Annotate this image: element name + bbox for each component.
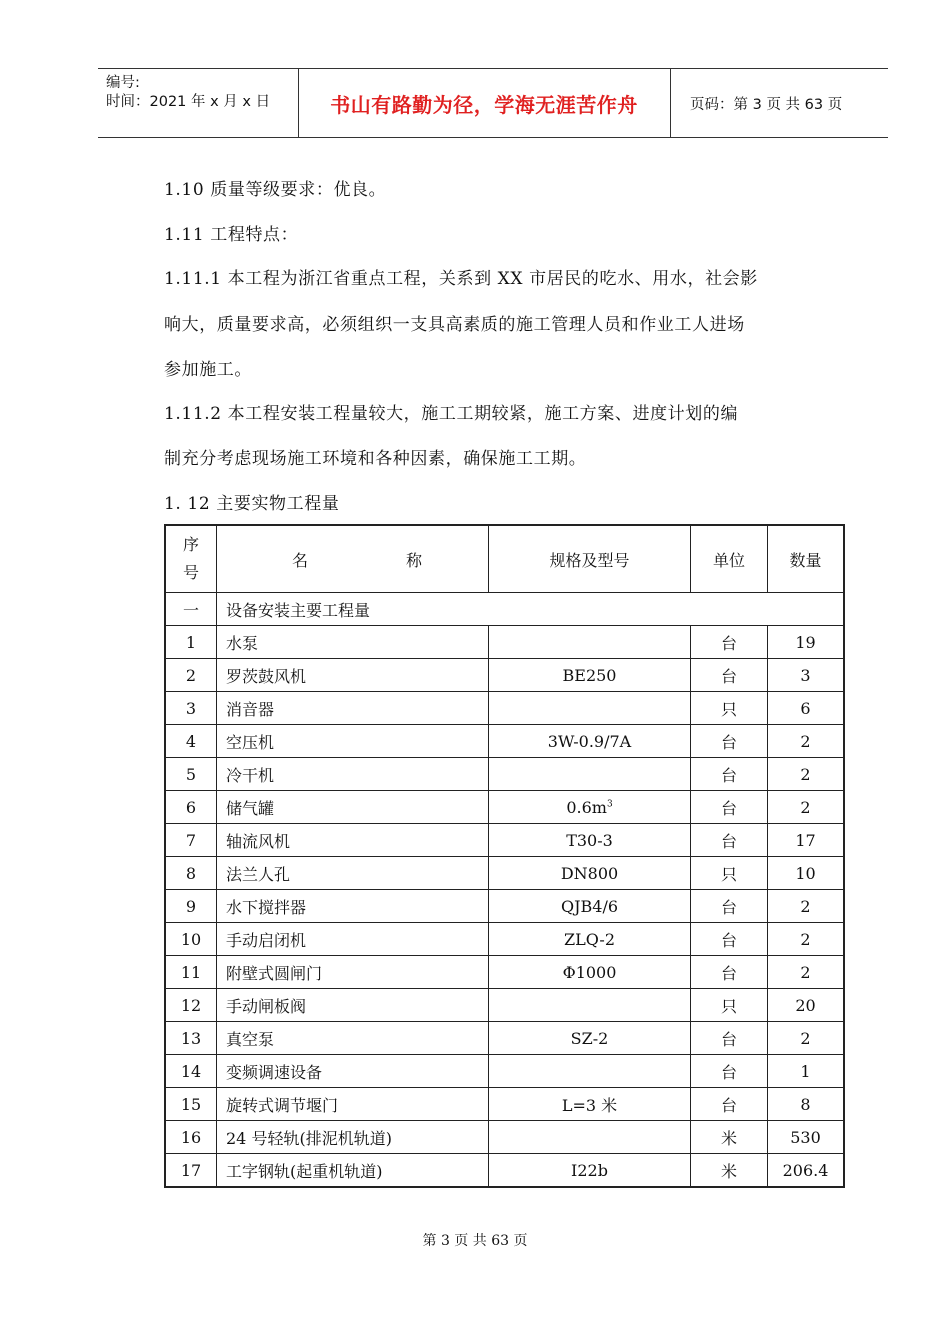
row-number: 8: [165, 857, 217, 890]
table-row: [165, 1088, 844, 1121]
paragraph-feature-2-line1: 1.11.2 本工程安装工程量较大，施工工期较紧，施工方案、进度计划的编: [164, 404, 739, 424]
header-seq: [165, 525, 217, 593]
paragraph-feature-1-line1: 1.11.1 本工程为浙江省重点工程，关系到 XX 市居民的吃水、用水，社会影: [164, 269, 758, 289]
page-footer: 第 3 页 共 63 页: [422, 1233, 528, 1249]
table-row: [165, 890, 844, 923]
row-unit: 台: [691, 659, 768, 692]
row-name: 手动闸板阀: [217, 989, 489, 1022]
row-number: 14: [165, 1055, 217, 1088]
row-spec: I22b: [489, 1154, 691, 1188]
row-name: 附壁式圆闸门: [217, 956, 489, 989]
row-name: 手动启闭机: [217, 923, 489, 956]
document-number-label: 编号:: [106, 75, 140, 91]
row-quantity: 2: [768, 791, 845, 824]
row-spec: Φ1000: [489, 956, 691, 989]
header-unit: 单位: [691, 525, 768, 593]
header-seq-line1: 序: [182, 535, 199, 554]
row-quantity: 19: [768, 626, 845, 659]
header-meta: [98, 69, 298, 137]
row-spec: [489, 692, 691, 725]
table-row: [165, 1055, 844, 1088]
row-number: 12: [165, 989, 217, 1022]
row-name: 真空泵: [217, 1022, 489, 1055]
quantities-table: [164, 524, 845, 1188]
row-unit: 只: [691, 857, 768, 890]
row-unit: 台: [691, 725, 768, 758]
table-row: [165, 626, 844, 659]
header-page-info: [680, 69, 888, 137]
row-quantity: 2: [768, 1022, 845, 1055]
row-name: 变频调速设备: [217, 1055, 489, 1088]
table-row: [165, 725, 844, 758]
header-motto: 书山有路勤为径，学海无涯苦作舟: [330, 92, 638, 117]
paragraph-feature-1-line2: 响大，质量要求高，必须组织一支具高素质的施工管理人员和作业工人进场: [164, 315, 745, 335]
row-spec: QJB4/6: [489, 890, 691, 923]
row-spec: 3W-0.9/7A: [489, 725, 691, 758]
row-quantity: 2: [768, 725, 845, 758]
row-spec: [489, 989, 691, 1022]
row-spec: ZLQ-2: [489, 923, 691, 956]
document-date: 时间：2021 年 x 月 x 日: [106, 94, 271, 110]
paragraph-feature-1-line3: 参加施工。: [164, 360, 252, 380]
row-spec: [489, 758, 691, 791]
row-quantity: 530: [768, 1121, 845, 1154]
row-number: 3: [165, 692, 217, 725]
table-row: [165, 692, 844, 725]
row-quantity: 20: [768, 989, 845, 1022]
header-name-part1: 名: [292, 550, 309, 570]
row-name: 冷干机: [217, 758, 489, 791]
table-row: [165, 923, 844, 956]
row-unit: 台: [691, 791, 768, 824]
row-number: 16: [165, 1121, 217, 1154]
row-number: 17: [165, 1154, 217, 1188]
row-unit: 台: [691, 890, 768, 923]
header-qty: 数量: [768, 525, 845, 593]
row-unit: 台: [691, 923, 768, 956]
table-row: [165, 1154, 844, 1188]
table-row: [165, 956, 844, 989]
row-number: 15: [165, 1088, 217, 1121]
row-quantity: 3: [768, 659, 845, 692]
row-number: 7: [165, 824, 217, 857]
row-quantity: 2: [768, 956, 845, 989]
row-unit: 台: [691, 956, 768, 989]
page-header: [98, 68, 888, 138]
header-spec: 规格及型号: [489, 525, 691, 593]
row-unit: 台: [691, 1055, 768, 1088]
row-unit: 只: [691, 989, 768, 1022]
table-row: [165, 659, 844, 692]
row-unit: 台: [691, 626, 768, 659]
row-number: 1: [165, 626, 217, 659]
table-row: [165, 791, 844, 824]
row-number: 11: [165, 956, 217, 989]
row-spec: SZ-2: [489, 1022, 691, 1055]
row-number: 2: [165, 659, 217, 692]
paragraph-features-heading: 1.11 工程特点：: [164, 225, 299, 245]
table-row: [165, 824, 844, 857]
row-quantity: 8: [768, 1088, 845, 1121]
row-number: 6: [165, 791, 217, 824]
row-name: 法兰人孔: [217, 857, 489, 890]
row-name: 水下搅拌器: [217, 890, 489, 923]
table-row: [165, 989, 844, 1022]
row-spec: BE250: [489, 659, 691, 692]
row-unit: 台: [691, 1022, 768, 1055]
row-name: 空压机: [217, 725, 489, 758]
section-index: 一: [165, 593, 217, 626]
row-unit: 台: [691, 824, 768, 857]
row-quantity: 1: [768, 1055, 845, 1088]
header-seq-line2: 号: [182, 563, 199, 582]
row-quantity: 206.4: [768, 1154, 845, 1188]
row-quantity: 10: [768, 857, 845, 890]
row-number: 5: [165, 758, 217, 791]
row-spec: [489, 1055, 691, 1088]
row-number: 9: [165, 890, 217, 923]
row-name: 工字钢轨(起重机轨道): [217, 1154, 489, 1188]
row-spec: [489, 1121, 691, 1154]
row-quantity: 17: [768, 824, 845, 857]
row-spec: $0.6m^3$: [489, 791, 691, 824]
row-quantity: 2: [768, 890, 845, 923]
row-name: 储气罐: [217, 791, 489, 824]
row-name: 水泵: [217, 626, 489, 659]
row-number: 10: [165, 923, 217, 956]
row-name: 罗茨鼓风机: [217, 659, 489, 692]
paragraph-feature-2-line2: 制充分考虑现场施工环境和各种因素，确保施工工期。: [164, 449, 587, 469]
table-row: [165, 1121, 844, 1154]
row-unit: 台: [691, 1088, 768, 1121]
row-spec: [489, 626, 691, 659]
row-number: 13: [165, 1022, 217, 1055]
row-spec: DN800: [489, 857, 691, 890]
paragraph-quantities-heading: 1. 12 主要实物工程量: [164, 494, 340, 514]
row-unit: 米: [691, 1121, 768, 1154]
row-unit: 台: [691, 758, 768, 791]
header-divider: [670, 69, 671, 137]
row-quantity: 2: [768, 923, 845, 956]
header-name-part2: 称: [405, 550, 422, 570]
row-name: 消音器: [217, 692, 489, 725]
table-header-row: [165, 525, 844, 593]
table-row: [165, 1022, 844, 1055]
row-number: 4: [165, 725, 217, 758]
header-name: [217, 525, 489, 593]
row-quantity: 2: [768, 758, 845, 791]
row-quantity: 6: [768, 692, 845, 725]
spec-superscript: 3: [606, 799, 613, 810]
row-name: 轴流风机: [217, 824, 489, 857]
section-title: 设备安装主要工程量: [217, 593, 845, 626]
row-name: 旋转式调节堰门: [217, 1088, 489, 1121]
table-row: [165, 857, 844, 890]
table-row: [165, 758, 844, 791]
row-name: 24 号轻轨(排泥机轨道): [217, 1121, 489, 1154]
paragraph-quality: 1.10 质量等级要求：优良。: [164, 180, 387, 200]
row-unit: 只: [691, 692, 768, 725]
row-unit: 米: [691, 1154, 768, 1188]
row-spec: L=3 米: [489, 1088, 691, 1121]
header-page-label: 页码：第 3 页 共 63 页: [690, 96, 843, 113]
table-section-row: [165, 593, 844, 626]
row-spec: T30-3: [489, 824, 691, 857]
